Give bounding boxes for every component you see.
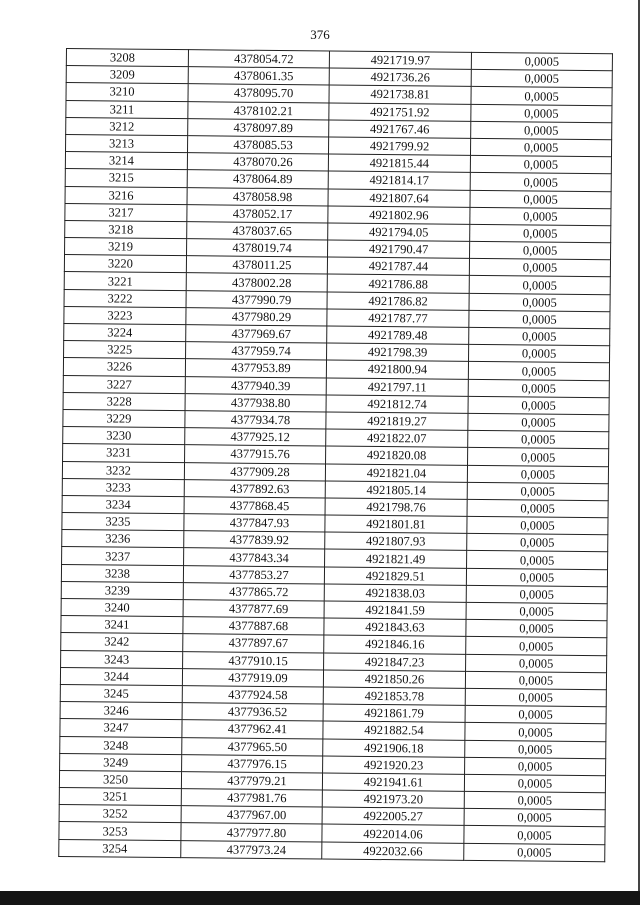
y-coordinate-cell: 4921815.44 [328, 154, 470, 173]
tolerance-cell: 0,0005 [467, 516, 608, 535]
tolerance-cell: 0,0005 [466, 585, 607, 604]
x-coordinate-cell: 4378070.26 [187, 153, 328, 172]
tolerance-cell: 0,0005 [467, 465, 608, 484]
tolerance-cell: 0,0005 [467, 534, 608, 553]
point-number-cell: 3244 [60, 667, 182, 685]
point-number-cell: 3252 [59, 805, 181, 823]
tolerance-cell: 0,0005 [466, 620, 607, 639]
x-coordinate-cell: 4377962.41 [182, 720, 323, 739]
x-coordinate-cell: 4378102.21 [188, 101, 329, 120]
tolerance-cell: 0,0005 [469, 259, 610, 278]
tolerance-cell: 0,0005 [465, 757, 606, 776]
x-coordinate-cell: 4377892.63 [184, 479, 325, 498]
point-number-cell: 3250 [59, 770, 181, 788]
point-number-cell: 3224 [64, 323, 186, 341]
tolerance-cell: 0,0005 [466, 637, 607, 656]
point-number-cell: 3243 [61, 650, 183, 668]
x-coordinate-cell: 4378037.65 [187, 222, 328, 241]
y-coordinate-cell: 4922014.06 [322, 824, 464, 843]
page-number: 376 [310, 27, 330, 42]
point-number-cell: 3236 [62, 530, 184, 548]
tolerance-cell: 0,0005 [470, 207, 611, 226]
tolerance-cell: 0,0005 [465, 740, 606, 759]
x-coordinate-cell: 4377909.28 [184, 462, 325, 481]
y-coordinate-cell: 4921790.47 [328, 240, 470, 259]
y-coordinate-cell: 4921787.77 [327, 309, 469, 328]
point-number-cell: 3230 [63, 427, 185, 445]
y-coordinate-cell: 4921843.63 [324, 618, 466, 637]
point-number-cell: 3234 [62, 495, 184, 513]
x-coordinate-cell: 4377897.67 [183, 634, 324, 653]
y-coordinate-cell: 4921798.76 [325, 498, 467, 517]
coordinate-table [58, 48, 613, 862]
x-coordinate-cell: 4377925.12 [185, 428, 326, 447]
tolerance-cell: 0,0005 [470, 173, 611, 192]
point-number-cell: 3249 [60, 753, 182, 771]
y-coordinate-cell: 4921973.20 [322, 790, 464, 809]
point-number-cell: 3211 [66, 100, 188, 118]
tolerance-cell: 0,0005 [471, 70, 612, 89]
y-coordinate-cell: 4922032.66 [322, 842, 464, 861]
y-coordinate-cell: 4921786.88 [327, 274, 469, 293]
tolerance-cell: 0,0005 [470, 138, 611, 157]
x-coordinate-cell: 4377934.78 [185, 411, 326, 430]
coordinate-table-body [59, 49, 613, 862]
tolerance-cell: 0,0005 [470, 156, 611, 175]
point-number-cell: 3241 [61, 616, 183, 634]
tolerance-cell: 0,0005 [467, 482, 608, 501]
x-coordinate-cell: 4377969.67 [186, 325, 327, 344]
x-coordinate-cell: 4377853.27 [183, 565, 324, 584]
point-number-cell: 3228 [63, 392, 185, 410]
point-number-cell: 3209 [66, 66, 188, 84]
y-coordinate-cell: 4921787.44 [327, 257, 469, 276]
point-number-cell: 3218 [65, 220, 187, 238]
y-coordinate-cell: 4921738.81 [329, 85, 471, 104]
scan-bottom-bar [0, 891, 640, 905]
x-coordinate-cell: 4378002.28 [186, 273, 327, 292]
point-number-cell: 3235 [62, 513, 184, 531]
point-number-cell: 3251 [59, 788, 181, 806]
tolerance-cell: 0,0005 [468, 448, 609, 467]
tolerance-cell: 0,0005 [465, 705, 606, 724]
y-coordinate-cell: 4921802.96 [328, 206, 470, 225]
x-coordinate-cell: 4377868.45 [184, 497, 325, 516]
tolerance-cell: 0,0005 [469, 345, 610, 364]
tolerance-cell: 0,0005 [466, 568, 607, 587]
y-coordinate-cell: 4921820.08 [326, 446, 468, 465]
x-coordinate-cell: 4377839.92 [184, 531, 325, 550]
point-number-cell: 3238 [61, 564, 183, 582]
point-number-cell: 3231 [63, 444, 185, 462]
tolerance-cell: 0,0005 [468, 396, 609, 415]
point-number-cell: 3246 [60, 702, 182, 720]
y-coordinate-cell: 4921850.26 [323, 670, 465, 689]
x-coordinate-cell: 4377887.68 [183, 617, 324, 636]
tolerance-cell: 0,0005 [467, 551, 608, 570]
y-coordinate-cell: 4921812.74 [326, 395, 468, 414]
tolerance-cell: 0,0005 [467, 499, 608, 518]
y-coordinate-cell: 4921719.97 [329, 51, 471, 70]
x-coordinate-cell: 4377919.09 [182, 668, 323, 687]
point-number-cell: 3233 [62, 478, 184, 496]
point-number-cell: 3239 [61, 581, 183, 599]
x-coordinate-cell: 4377938.80 [185, 393, 326, 412]
x-coordinate-cell: 4377979.21 [181, 772, 322, 791]
x-coordinate-cell: 4377953.89 [185, 359, 326, 378]
x-coordinate-cell: 4378058.98 [187, 187, 328, 206]
point-number-cell: 3227 [63, 375, 185, 393]
tolerance-cell: 0,0005 [471, 52, 612, 71]
y-coordinate-cell: 4921906.18 [323, 738, 465, 757]
y-coordinate-cell: 4921841.59 [324, 601, 466, 620]
tolerance-cell: 0,0005 [469, 276, 610, 295]
y-coordinate-cell: 4921853.78 [323, 687, 465, 706]
y-coordinate-cell: 4921846.16 [324, 635, 466, 654]
tolerance-cell: 0,0005 [464, 809, 605, 828]
x-coordinate-cell: 4377965.50 [182, 737, 323, 756]
x-coordinate-cell: 4378054.72 [188, 50, 329, 69]
point-number-cell: 3220 [64, 255, 186, 273]
point-number-cell: 3208 [66, 49, 188, 67]
point-number-cell: 3217 [65, 203, 187, 221]
tolerance-cell: 0,0005 [468, 362, 609, 381]
y-coordinate-cell: 4921838.03 [324, 584, 466, 603]
point-number-cell: 3223 [64, 306, 186, 324]
x-coordinate-cell: 4378085.53 [187, 136, 328, 155]
point-number-cell: 3214 [65, 152, 187, 170]
y-coordinate-cell: 4921767.46 [329, 120, 471, 139]
tolerance-cell: 0,0005 [464, 826, 605, 845]
tolerance-cell: 0,0005 [471, 87, 612, 106]
x-coordinate-cell: 4377977.80 [181, 823, 322, 842]
x-coordinate-cell: 4378011.25 [186, 256, 327, 275]
x-coordinate-cell: 4378052.17 [187, 204, 328, 223]
y-coordinate-cell: 4921882.54 [323, 721, 465, 740]
y-coordinate-cell: 4921794.05 [328, 223, 470, 242]
tolerance-cell: 0,0005 [469, 310, 610, 329]
y-coordinate-cell: 4921822.07 [326, 429, 468, 448]
tolerance-cell: 0,0005 [471, 104, 612, 123]
tolerance-cell: 0,0005 [470, 224, 611, 243]
x-coordinate-cell: 4377843.34 [184, 548, 325, 567]
point-number-cell: 3213 [66, 134, 188, 152]
tolerance-cell: 0,0005 [469, 241, 610, 260]
y-coordinate-cell: 4921786.82 [327, 292, 469, 311]
tolerance-cell: 0,0005 [465, 723, 606, 742]
x-coordinate-cell: 4377877.69 [183, 600, 324, 619]
point-number-cell: 3221 [64, 272, 186, 290]
point-number-cell: 3219 [65, 238, 187, 256]
x-coordinate-cell: 4377959.74 [186, 342, 327, 361]
y-coordinate-cell: 4921751.92 [329, 103, 471, 122]
y-coordinate-cell: 4921736.26 [329, 68, 471, 87]
y-coordinate-cell: 4921797.11 [326, 378, 468, 397]
x-coordinate-cell: 4378061.35 [188, 67, 329, 86]
y-coordinate-cell: 4922005.27 [322, 807, 464, 826]
tolerance-cell: 0,0005 [466, 654, 607, 673]
tolerance-cell: 0,0005 [464, 791, 605, 810]
tolerance-cell: 0,0005 [468, 379, 609, 398]
y-coordinate-cell: 4921807.93 [325, 532, 467, 551]
x-coordinate-cell: 4377980.29 [186, 307, 327, 326]
tolerance-cell: 0,0005 [466, 602, 607, 621]
x-coordinate-cell: 4378019.74 [187, 239, 328, 258]
tolerance-cell: 0,0005 [471, 121, 612, 140]
tolerance-cell: 0,0005 [468, 431, 609, 450]
point-number-cell: 3225 [64, 341, 186, 359]
x-coordinate-cell: 4377915.76 [185, 445, 326, 464]
x-coordinate-cell: 4377910.15 [183, 651, 324, 670]
point-number-cell: 3242 [61, 633, 183, 651]
y-coordinate-cell: 4921799.92 [328, 137, 470, 156]
x-coordinate-cell: 4377981.76 [181, 789, 322, 808]
point-number-cell: 3254 [59, 839, 181, 857]
point-number-cell: 3237 [62, 547, 184, 565]
y-coordinate-cell: 4921805.14 [325, 481, 467, 500]
x-coordinate-cell: 4378097.89 [188, 118, 329, 137]
y-coordinate-cell: 4921821.04 [325, 464, 467, 483]
y-coordinate-cell: 4921829.51 [324, 567, 466, 586]
point-number-cell: 3210 [66, 83, 188, 101]
y-coordinate-cell: 4921800.94 [326, 360, 468, 379]
tolerance-cell: 0,0005 [465, 671, 606, 690]
tolerance-cell: 0,0005 [468, 413, 609, 432]
point-number-cell: 3215 [65, 169, 187, 187]
x-coordinate-cell: 4378064.89 [187, 170, 328, 189]
tolerance-cell: 0,0005 [464, 843, 605, 862]
tolerance-cell: 0,0005 [470, 190, 611, 209]
y-coordinate-cell: 4921807.64 [328, 189, 470, 208]
y-coordinate-cell: 4921814.17 [328, 171, 470, 190]
point-number-cell: 3232 [62, 461, 184, 479]
y-coordinate-cell: 4921821.49 [325, 549, 467, 568]
y-coordinate-cell: 4921798.39 [327, 343, 469, 362]
y-coordinate-cell: 4921847.23 [324, 653, 466, 672]
point-number-cell: 3226 [63, 358, 185, 376]
point-number-cell: 3229 [63, 409, 185, 427]
tolerance-cell: 0,0005 [464, 774, 605, 793]
x-coordinate-cell: 4377847.93 [184, 514, 325, 533]
point-number-cell: 3222 [64, 289, 186, 307]
point-number-cell: 3245 [60, 684, 182, 702]
x-coordinate-cell: 4377940.39 [185, 376, 326, 395]
x-coordinate-cell: 4377967.00 [181, 806, 322, 825]
tolerance-cell: 0,0005 [469, 293, 610, 312]
y-coordinate-cell: 4921789.48 [327, 326, 469, 345]
y-coordinate-cell: 4921861.79 [323, 704, 465, 723]
point-number-cell: 3248 [60, 736, 182, 754]
point-number-cell: 3247 [60, 719, 182, 737]
x-coordinate-cell: 4377924.58 [182, 686, 323, 705]
x-coordinate-cell: 4377976.15 [182, 754, 323, 773]
x-coordinate-cell: 4377936.52 [182, 703, 323, 722]
point-number-cell: 3240 [61, 598, 183, 616]
x-coordinate-cell: 4377990.79 [186, 290, 327, 309]
y-coordinate-cell: 4921941.61 [322, 773, 464, 792]
tolerance-cell: 0,0005 [465, 688, 606, 707]
coordinate-table-container [58, 48, 612, 862]
y-coordinate-cell: 4921920.23 [323, 756, 465, 775]
x-coordinate-cell: 4378095.70 [188, 84, 329, 103]
x-coordinate-cell: 4377973.24 [181, 840, 322, 859]
x-coordinate-cell: 4377865.72 [183, 582, 324, 601]
point-number-cell: 3216 [65, 186, 187, 204]
tolerance-cell: 0,0005 [469, 327, 610, 346]
point-number-cell: 3253 [59, 822, 181, 840]
y-coordinate-cell: 4921819.27 [326, 412, 468, 431]
y-coordinate-cell: 4921801.81 [325, 515, 467, 534]
point-number-cell: 3212 [66, 117, 188, 135]
